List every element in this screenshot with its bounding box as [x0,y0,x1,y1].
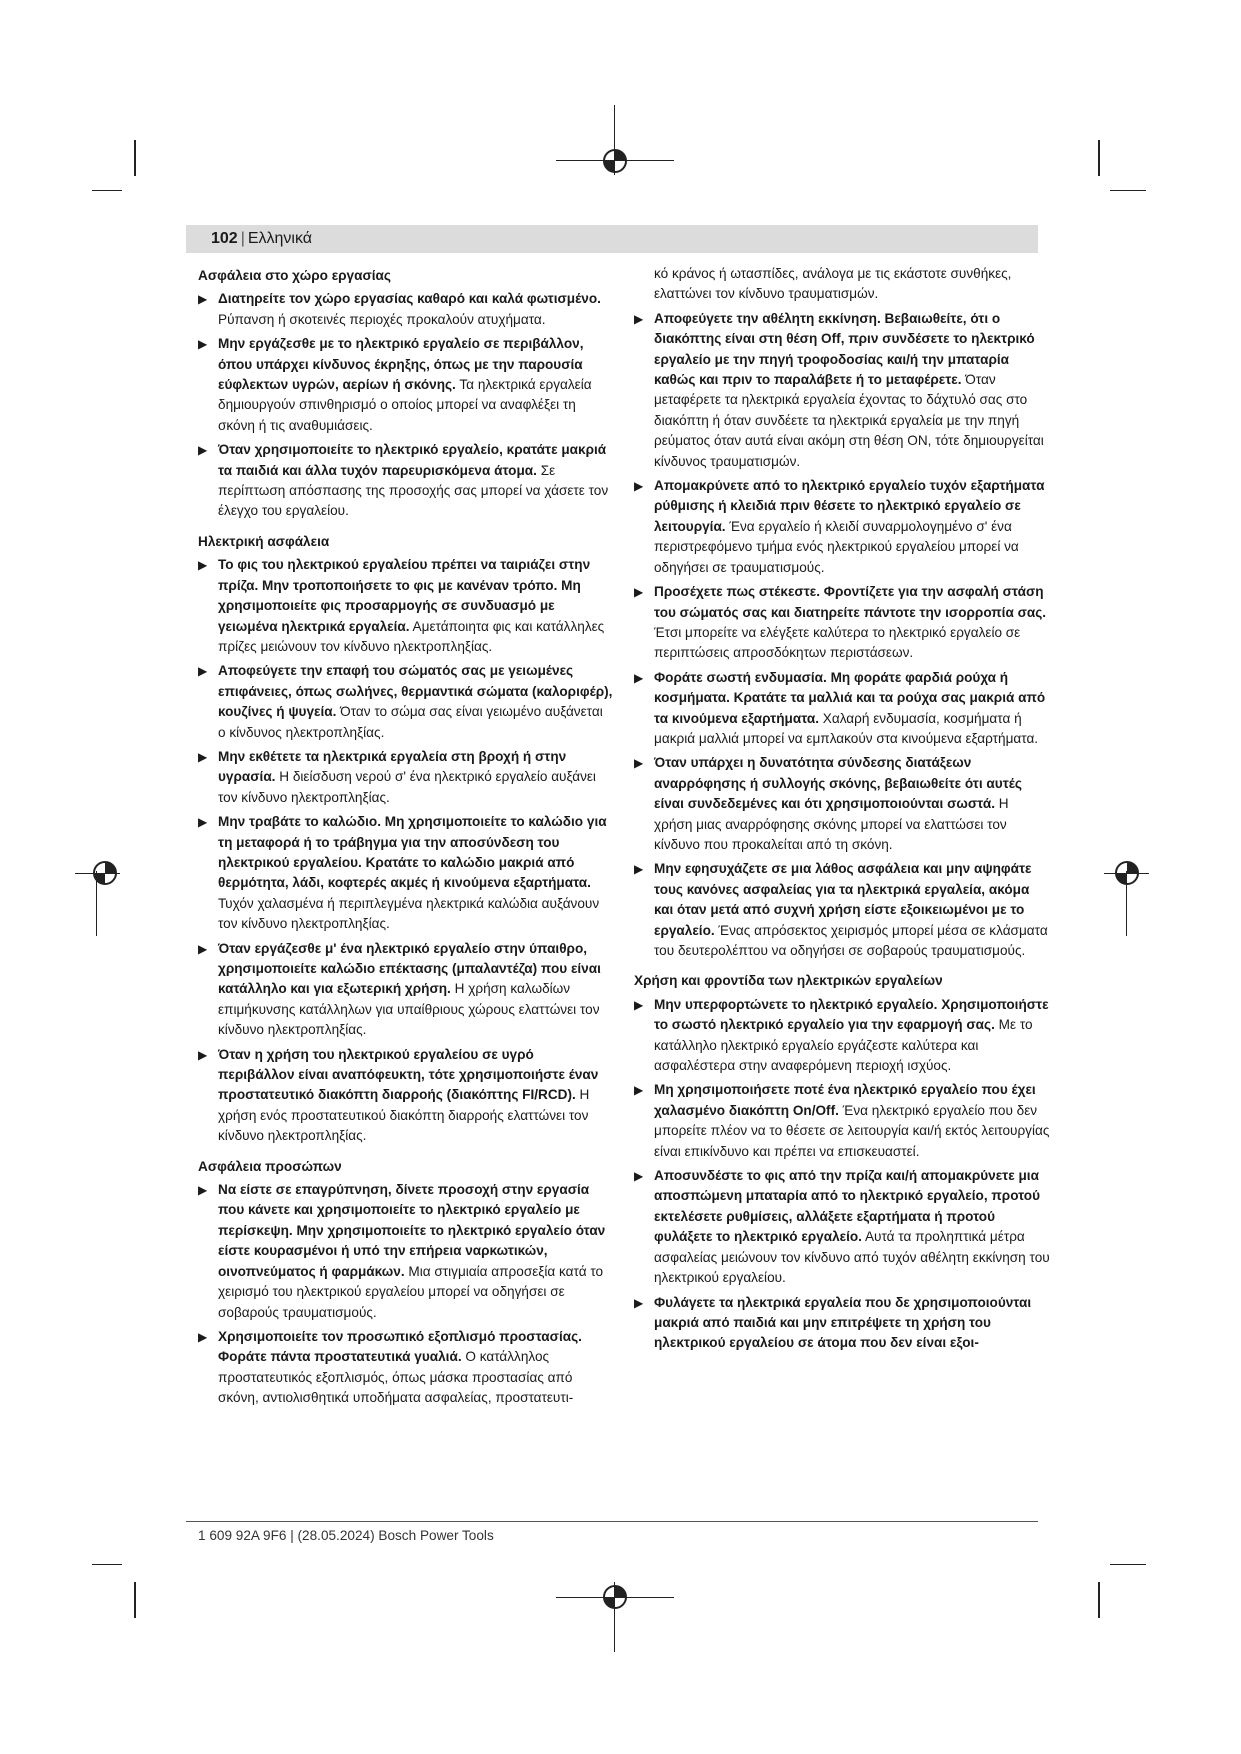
arrow-bullet-icon: ▶ [634,585,644,600]
page-footer: 1 609 92A 9F6 | (28.05.2024) Bosch Power Tools [198,1528,494,1543]
arrow-bullet-icon: ▶ [634,862,644,877]
language-label: Ελληνικά [247,230,313,247]
list-item: ▶ Αποσυνδέστε το φις από την πρίζα και/ή απομακρύνετε μια αποσπώμενη μπαταρία από το ηλεκτρικό εργαλείο, προτού εκτελέσετε ρυθμίσεις, αλλάξετε εξαρτήματα ή προτού φυλάξετε το ηλεκτρικό εργαλείο. Αυτά τα προληπτικά μέτρα ασφαλείας μειώνουν τον κίνδυνο από τυχόν αθέλητη εκκίνηση του ηλεκτρικού εργαλείου. [634,1168,1050,1286]
arrow-bullet-icon: ▶ [198,337,208,352]
list-item: ▶ Χρησιμοποιείτε τον προσωπικό εξοπλισμό προστασίας. Φοράτε πάντα προστατευτικά γυαλιά. Ο κατάλληλος προστατευτικός εξοπλισμός, όπως μάσκα προστασίας από σκόνη, αντιολισθητικά υποδήματα ασφαλείας, προστατευτι- [198,1328,582,1406]
section-heading: Χρήση και φροντίδα των ηλεκτρικών εργαλείων [634,973,943,989]
list-item: ▶ Μην υπερφορτώνετε το ηλεκτρικό εργαλείο. Χρησιμοποιήστε το σωστό ηλεκτρικό εργαλείο για την εφαρμογή σας. Με το κατάλληλο ηλεκτρικό εργαλείο εργάζεστε καλύτερα και ασφαλέστερα στην αναφερόμενη περιοχή ισχύος. [634,996,1049,1074]
left-column [198,266,614,1413]
page-header-bar [186,225,1038,253]
section-heading: Ασφάλεια προσώπων [198,1158,342,1174]
arrow-bullet-icon: ▶ [198,1047,208,1062]
arrow-bullet-icon: ▶ [634,479,644,494]
list-item: ▶ Μην τραβάτε το καλώδιο. Μη χρησιμοποιείτε το καλώδιο για τη μεταφορά ή το τράβηγμα για την αποσύνδεση του ηλεκτρικού εργαλείου. Κρατάτε το καλώδιο μακριά από θερμότητα, λάδι, κοφτερές ακμές ή κινούμενα εξαρτήματα. Τυχόν χαλασμένα ή περιπλεγμένα ηλεκτρικά καλώδια αυξάνουν τον κίνδυνο ηλεκτροπληξίας. [198,814,607,932]
list-item: ▶ Αποφεύγετε την επαφή του σώματός σας με γειωμένες επιφάνειες, όπως σωλήνες, θερμαντικά σώματα (καλοριφέρ), κουζίνες ή ψυγεία. Όταν το σώμα σας είναι γειωμένο αυξάνεται ο κίνδυνος ηλεκτροπληξίας. [198,663,613,740]
list-item: ▶ Μην εφησυχάζετε σε μια λάθος ασφάλεια και μην αψηφάτε τους κανόνες ασφαλείας για τα ηλεκτρικά εργαλεία, ακόμα και όταν μετά από συχνή χρήση είστε εξοικειωμένοι με το εργαλείο. Ένας απρόσεκτος χειρισμός μπορεί μέσα σε κλάσματα του δευτερολέπτου να οδηγήσει σε σοβαρούς τραυματισμούς. [634,861,1048,958]
arrow-bullet-icon: ▶ [634,1083,644,1098]
footer-divider [186,1521,1038,1522]
arrow-bullet-icon: ▶ [634,756,644,771]
arrow-bullet-icon: ▶ [634,670,644,685]
arrow-bullet-icon: ▶ [634,311,644,326]
arrow-bullet-icon: ▶ [198,941,208,956]
list-item: ▶ Μην εκθέτετε τα ηλεκτρικά εργαλεία στη βροχή ή στην υγρασία. Η διείσδυση νερού σ' ένα ηλεκτρικό εργαλείο αυξάνει τον κίνδυνο ηλεκτροπληξίας. [198,748,596,805]
arrow-bullet-icon: ▶ [198,664,208,679]
arrow-bullet-icon: ▶ [198,292,208,307]
continued-text: κό κράνος ή ωτασπίδες, ανάλογα με τις εκάστοτε συνθήκες, ελαττώνει τον κίνδυνο τραυματισμών. [654,266,1012,302]
arrow-bullet-icon: ▶ [198,558,208,573]
list-item: ▶ Το φις του ηλεκτρικού εργαλείου πρέπει να ταιριάζει στην πρίζα. Μην τροποποιήσετε το φις με κανέναν τρόπο. Μη χρησιμοποιείτε φις προσαρμογής σε συνδυασμό με γειωμένα ηλεκτρικά εργαλεία. Αμετάποιητα φις και κατάλληλες πρίζες μειώνουν τον κίνδυνο ηλεκτροπληξίας. [198,557,605,654]
list-item: ▶ Προσέχετε πως στέκεστε. Φροντίζετε για την ασφαλή στάση του σώματός σας και διατηρείτε πάντοτε την ισορροπία σας. Έτσι μπορείτε να ελέγξετε καλύτερα το ηλεκτρικό εργαλείο σε περιπτώσεις απροσδόκητων περιστάσεων. [634,584,1047,661]
arrow-bullet-icon: ▶ [634,997,644,1012]
list-item: ▶ Διατηρείτε τον χώρο εργασίας καθαρό και καλά φωτισμένο. Ρύπανση ή σκοτεινές περιοχές προκαλούν ατυχήματα. [198,291,601,327]
arrow-bullet-icon: ▶ [634,1169,644,1184]
list-item: ▶ Φυλάγετε τα ηλεκτρικά εργαλεία που δε χρησιμοποιούνται μακριά από παιδιά και μην επιτρέψετε τη χρήση του ηλεκτρικού εργαλείου σε άτομα που δεν είναι εξοι- [634,1294,1032,1351]
list-item: ▶ Όταν εργάζεσθε μ' ένα ηλεκτρικό εργαλείο στην ύπαιθρο, χρησιμοποιείτε καλώδιο επέκτασης (μπαλαντέζα) που είναι κατάλληλο και για εξωτερική χρήση. Η χρήση καλωδίων επιμήκυνσης κατάλληλων για υπαίθριους χώρους ελαττώνει τον κίνδυνο ηλεκτροπληξίας. [198,940,601,1038]
list-item: ▶ Μη χρησιμοποιήσετε ποτέ ένα ηλεκτρικό εργαλείο που έχει χαλασμένο διακόπτη On/Off. Ένα ηλεκτρικό εργαλείο που δεν μπορείτε πλέον να το θέσετε σε λειτουργία και/ή εκτός λειτουργίας είναι επικίνδυνο και πρέπει να επισκευαστεί. [634,1082,1050,1159]
arrow-bullet-icon: ▶ [634,1295,644,1310]
registration-target-icon [600,146,630,176]
arrow-bullet-icon: ▶ [198,443,208,458]
list-item: ▶ Όταν η χρήση του ηλεκτρικού εργαλείου σε υγρό περιβάλλον είναι αναπόφευκτη, τότε χρησιμοποιήστε έναν προστατευτικό διακόπτη διαρροής (διακόπτης FI/RCD). Η χρήση ενός προστατευτικού διακόπτη διαρροής ελαττώνει τον κίνδυνο ηλεκτροπληξίας. [198,1046,599,1144]
list-item: ▶ Απομακρύνετε από το ηλεκτρικό εργαλείο τυχόν εξαρτήματα ρύθμισης ή κλειδιά πριν θέσετε το ηλεκτρικό εργαλείο σε λειτουργία. Ένα εργαλείο ή κλειδί συναρμολογημένο σ' ένα περιστρεφόμενο τμήμα ενός ηλεκτρικού εργαλείου μπορεί να οδηγήσει σε τραυματισμούς. [634,478,1045,575]
page-number: 102 [211,230,238,247]
arrow-bullet-icon: ▶ [198,815,208,830]
registration-target-icon [600,1582,630,1612]
list-item: ▶ Όταν χρησιμοποιείτε το ηλεκτρικό εργαλείο, κρατάτε μακριά τα παιδιά και άλλα τυχόν παρευρισκόμενα άτομα. Σε περίπτωση απόσπασης της προσοχής σας μπορεί να χάσετε τον έλεγχο του εργαλείου. [198,442,609,519]
section-heading: Ηλεκτρική ασφάλεια [198,533,330,549]
registration-target-icon [1112,858,1142,888]
arrow-bullet-icon: ▶ [198,1183,208,1198]
registration-target-icon [90,858,120,888]
list-item: ▶ Όταν υπάρχει η δυνατότητα σύνδεσης διατάξεων αναρρόφησης ή συλλογής σκόνης, βεβαιωθείτε ότι αυτές είναι συνδεδεμένες και ότι χρησιμοποιούνται σωστά. Η χρήση μιας αναρρόφησης σκόνης μπορεί να ελαττώσει τον κίνδυνο που προκαλείται από τη σκόνη. [634,755,1022,852]
list-item: ▶ Φοράτε σωστή ενδυμασία. Μη φοράτε φαρδιά ρούχα ή κοσμήματα. Κρατάτε τα μαλλιά και τα ρούχα σας μακριά από τα κινούμενα εξαρτήματα. Χαλαρή ενδυμασία, κοσμήματα ή μακριά μαλλιά μπορεί να εμπλακούν στα κινούμενα εξαρτήματα. [634,669,1046,746]
arrow-bullet-icon: ▶ [198,749,208,764]
right-column [634,264,1050,1358]
list-item: ▶ Αποφεύγετε την αθέλητη εκκίνηση. Βεβαιωθείτε, ότι ο διακόπτης είναι στη θέση Off, πριν συνδέσετε το ηλεκτρικό εργαλείο με την πηγή τροφοδοσίας και/ή την μπαταρία καθώς και πριν το παραλάβετε ή το μεταφέρετε. Όταν μεταφέρετε τα ηλεκτρικά εργαλεία έχοντας το δάχτυλό σας στο διακόπτη ή όταν συνδέετε τα ηλεκτρικά εργαλεία με την πηγή ρεύματος όταν αυτά είναι ακόμη στη θέση ON, τότε δημιουργείται κίνδυνος τραυματισμών. [634,310,1044,469]
list-item: ▶ Να είστε σε επαγρύπνηση, δίνετε προσοχή στην εργασία που κάνετε και χρησιμοποιείτε το ηλεκτρικό εργαλείο με περίσκεψη. Μην χρησιμοποιείτε το ηλεκτρικό εργαλείο όταν είστε κουρασμένοι ή υπό την επήρεια ναρκωτικών, οινοπνεύματος ή φαρμάκων. Μια στιγμιαία απροσεξία κατά το χειρισμό του ηλεκτρικού εργαλείου μπορεί να οδηγήσει σε σοβαρούς τραυματισμούς. [198,1182,606,1320]
section-heading: Ασφάλεια στο χώρο εργασίας [198,268,391,283]
arrow-bullet-icon: ▶ [198,1329,208,1344]
list-item: ▶ Μην εργάζεσθε με το ηλεκτρικό εργαλείο σε περιβάλλον, όπου υπάρχει κίνδυνος έκρηξης, όπως με την παρουσία εύφλεκτων υγρών, αερίων ή σκόνης. Τα ηλεκτρικά εργαλεία δημιουργούν σπινθηρισμό ο οποίος μπορεί να αναφλέξει τη σκόνη ή τις αναθυμιάσεις. [198,336,592,433]
page-header: 102 | Ελληνικά [211,230,313,247]
